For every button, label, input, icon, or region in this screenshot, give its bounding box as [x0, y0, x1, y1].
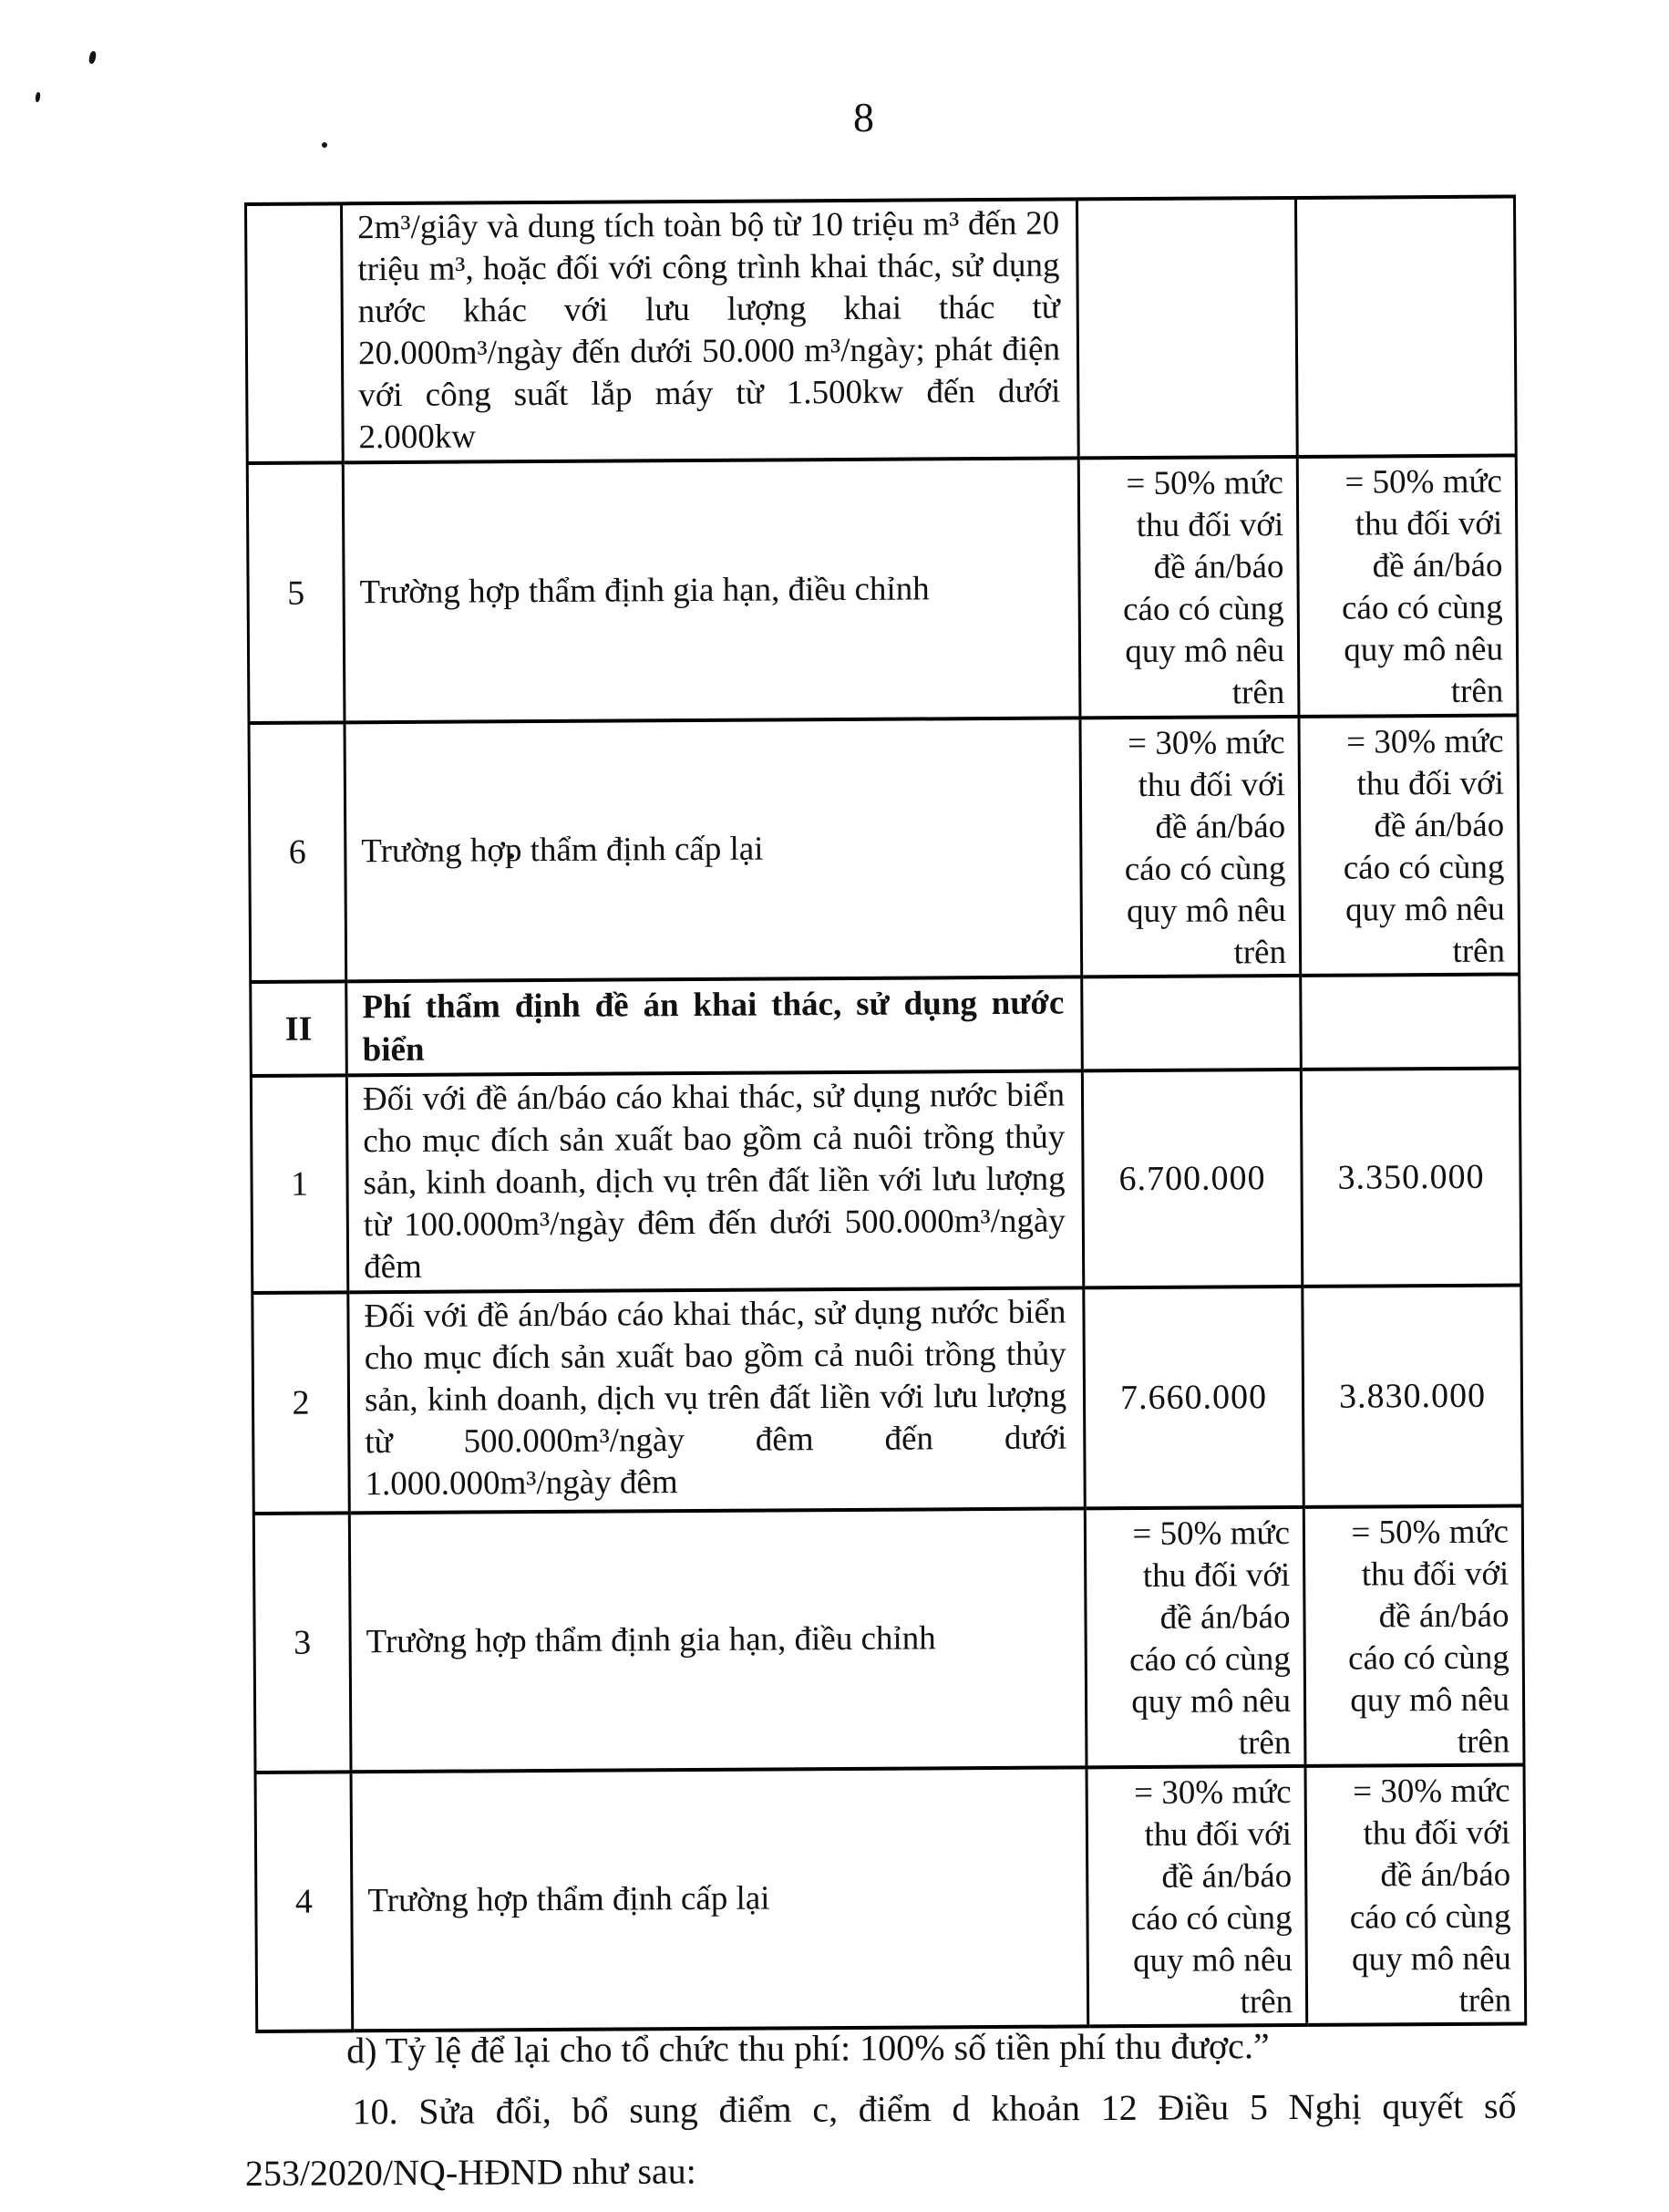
fee-col3-cell: = 50% mức thu đối với đề án/báo cáo có cùng quy mô nêu trên: [1085, 1507, 1305, 1767]
page-number: 8: [853, 94, 874, 140]
description-cell: Trường hợp thẩm định gia hạn, điều chỉnh: [349, 1508, 1087, 1772]
description-cell: Đối với đề án/báo cáo khai thác, sử dụng nước biển cho mục đích sản xuất bao gồm cả nuôi trồng thủy sản, kinh doanh, dịch vụ trên đất liền với lưu lượng từ 100.000m³/ngày đêm đến dưới 500.000m³/ngày đêm: [346, 1070, 1083, 1292]
fee-table: [244, 194, 1527, 2032]
row-number-cell: 2: [252, 1292, 349, 1514]
table-row: [251, 1068, 1520, 1292]
fee-col4-cell: 3.350.000: [1301, 1068, 1520, 1286]
fee-col3-cell: 6.700.000: [1082, 1070, 1302, 1287]
row-number-cell: [246, 203, 344, 463]
table-row: [255, 1764, 1526, 2031]
description-cell: Phí thẩm định đề án khai thác, sử dụng nước biển: [346, 977, 1083, 1075]
fee-col4-cell: [1301, 974, 1520, 1069]
footer-point-d: d) Tỷ lệ để lại cho tổ chức thu phí: 100% số tiền phí thu được.”: [346, 2025, 1270, 2072]
fee-col4-cell: = 50% mức thu đối với đề án/báo cáo có cùng quy mô nêu trên: [1303, 1505, 1524, 1765]
fee-col3-cell: 7.660.000: [1084, 1287, 1303, 1508]
footer-item-10: 10. Sửa đổi, bổ sung điểm c, điểm d khoản 12 Điều 5 Nghị quyết số 253/2020/NQ-HĐND như sau:: [244, 2084, 1517, 2194]
row-number-cell: 6: [249, 722, 346, 982]
table-row: [253, 1505, 1524, 1772]
scan-speck: [322, 142, 327, 148]
description-cell: Đối với đề án/báo cáo khai thác, sử dụng nước biển cho mục đích sản xuất bao gồm cả nuôi trồng thủy sản, kinh doanh, dịch vụ trên đất liền với lưu lượng từ 500.000m³/ngày đêm đến dưới 1.000.000m³/ngày đêm: [348, 1287, 1085, 1513]
row-number-cell: 5: [247, 462, 345, 723]
row-number-cell: 3: [253, 1513, 351, 1773]
scan-speck: [35, 92, 40, 103]
fee-col3-cell: [1082, 976, 1302, 1070]
description-cell: Trường hợp thẩm định cấp lại: [345, 718, 1082, 981]
fee-col4-cell: = 30% mức thu đối với đề án/báo cáo có cùng quy mô nêu trên: [1299, 715, 1520, 975]
fee-col4-cell: = 30% mức thu đối với đề án/báo cáo có cùng quy mô nêu trên: [1305, 1764, 1526, 2024]
row-number-cell: 4: [255, 1772, 353, 2031]
footer-paragraphs: [244, 2014, 1517, 2204]
row-number-cell: 1: [251, 1075, 347, 1293]
fee-col3-cell: [1077, 198, 1297, 458]
table-row: [249, 715, 1520, 981]
description-cell: Trường hợp thẩm định gia hạn, điều chỉnh: [343, 458, 1080, 722]
fee-table-wrapper: [244, 194, 1524, 2032]
table-row: [246, 196, 1517, 462]
scan-speck: [88, 50, 98, 64]
table-row: [252, 1285, 1522, 1513]
description-cell: Trường hợp thẩm định cấp lại: [351, 1767, 1088, 2031]
table-row: [247, 455, 1518, 722]
table-section-row: [251, 974, 1520, 1076]
fee-col4-cell: [1295, 196, 1516, 456]
fee-col3-cell: = 30% mức thu đối với đề án/báo cáo có cùng quy mô nêu trên: [1080, 717, 1301, 977]
row-number-cell: II: [251, 981, 347, 1076]
fee-col3-cell: = 50% mức thu đối với đề án/báo cáo có cùng quy mô nêu trên: [1078, 457, 1299, 718]
fee-col4-cell: 3.830.000: [1303, 1285, 1522, 1506]
description-cell: 2m³/giây và dung tích toàn bộ từ 10 triệu m³ đến 20 triệu m³, hoặc đối với công trình khai thác, sử dụng nước khác với lưu lượng khai thác từ 20.000m³/ngày đến dưới 50.000 m³/ngày; phát điện với công suất lắp máy từ 1.500kw đến dưới 2.000kw: [342, 199, 1079, 462]
fee-col3-cell: = 30% mức thu đối với đề án/báo cáo có cùng quy mô nêu trên: [1087, 1766, 1307, 2026]
fee-col4-cell: = 50% mức thu đối với đề án/báo cáo có cùng quy mô nêu trên: [1297, 455, 1518, 716]
